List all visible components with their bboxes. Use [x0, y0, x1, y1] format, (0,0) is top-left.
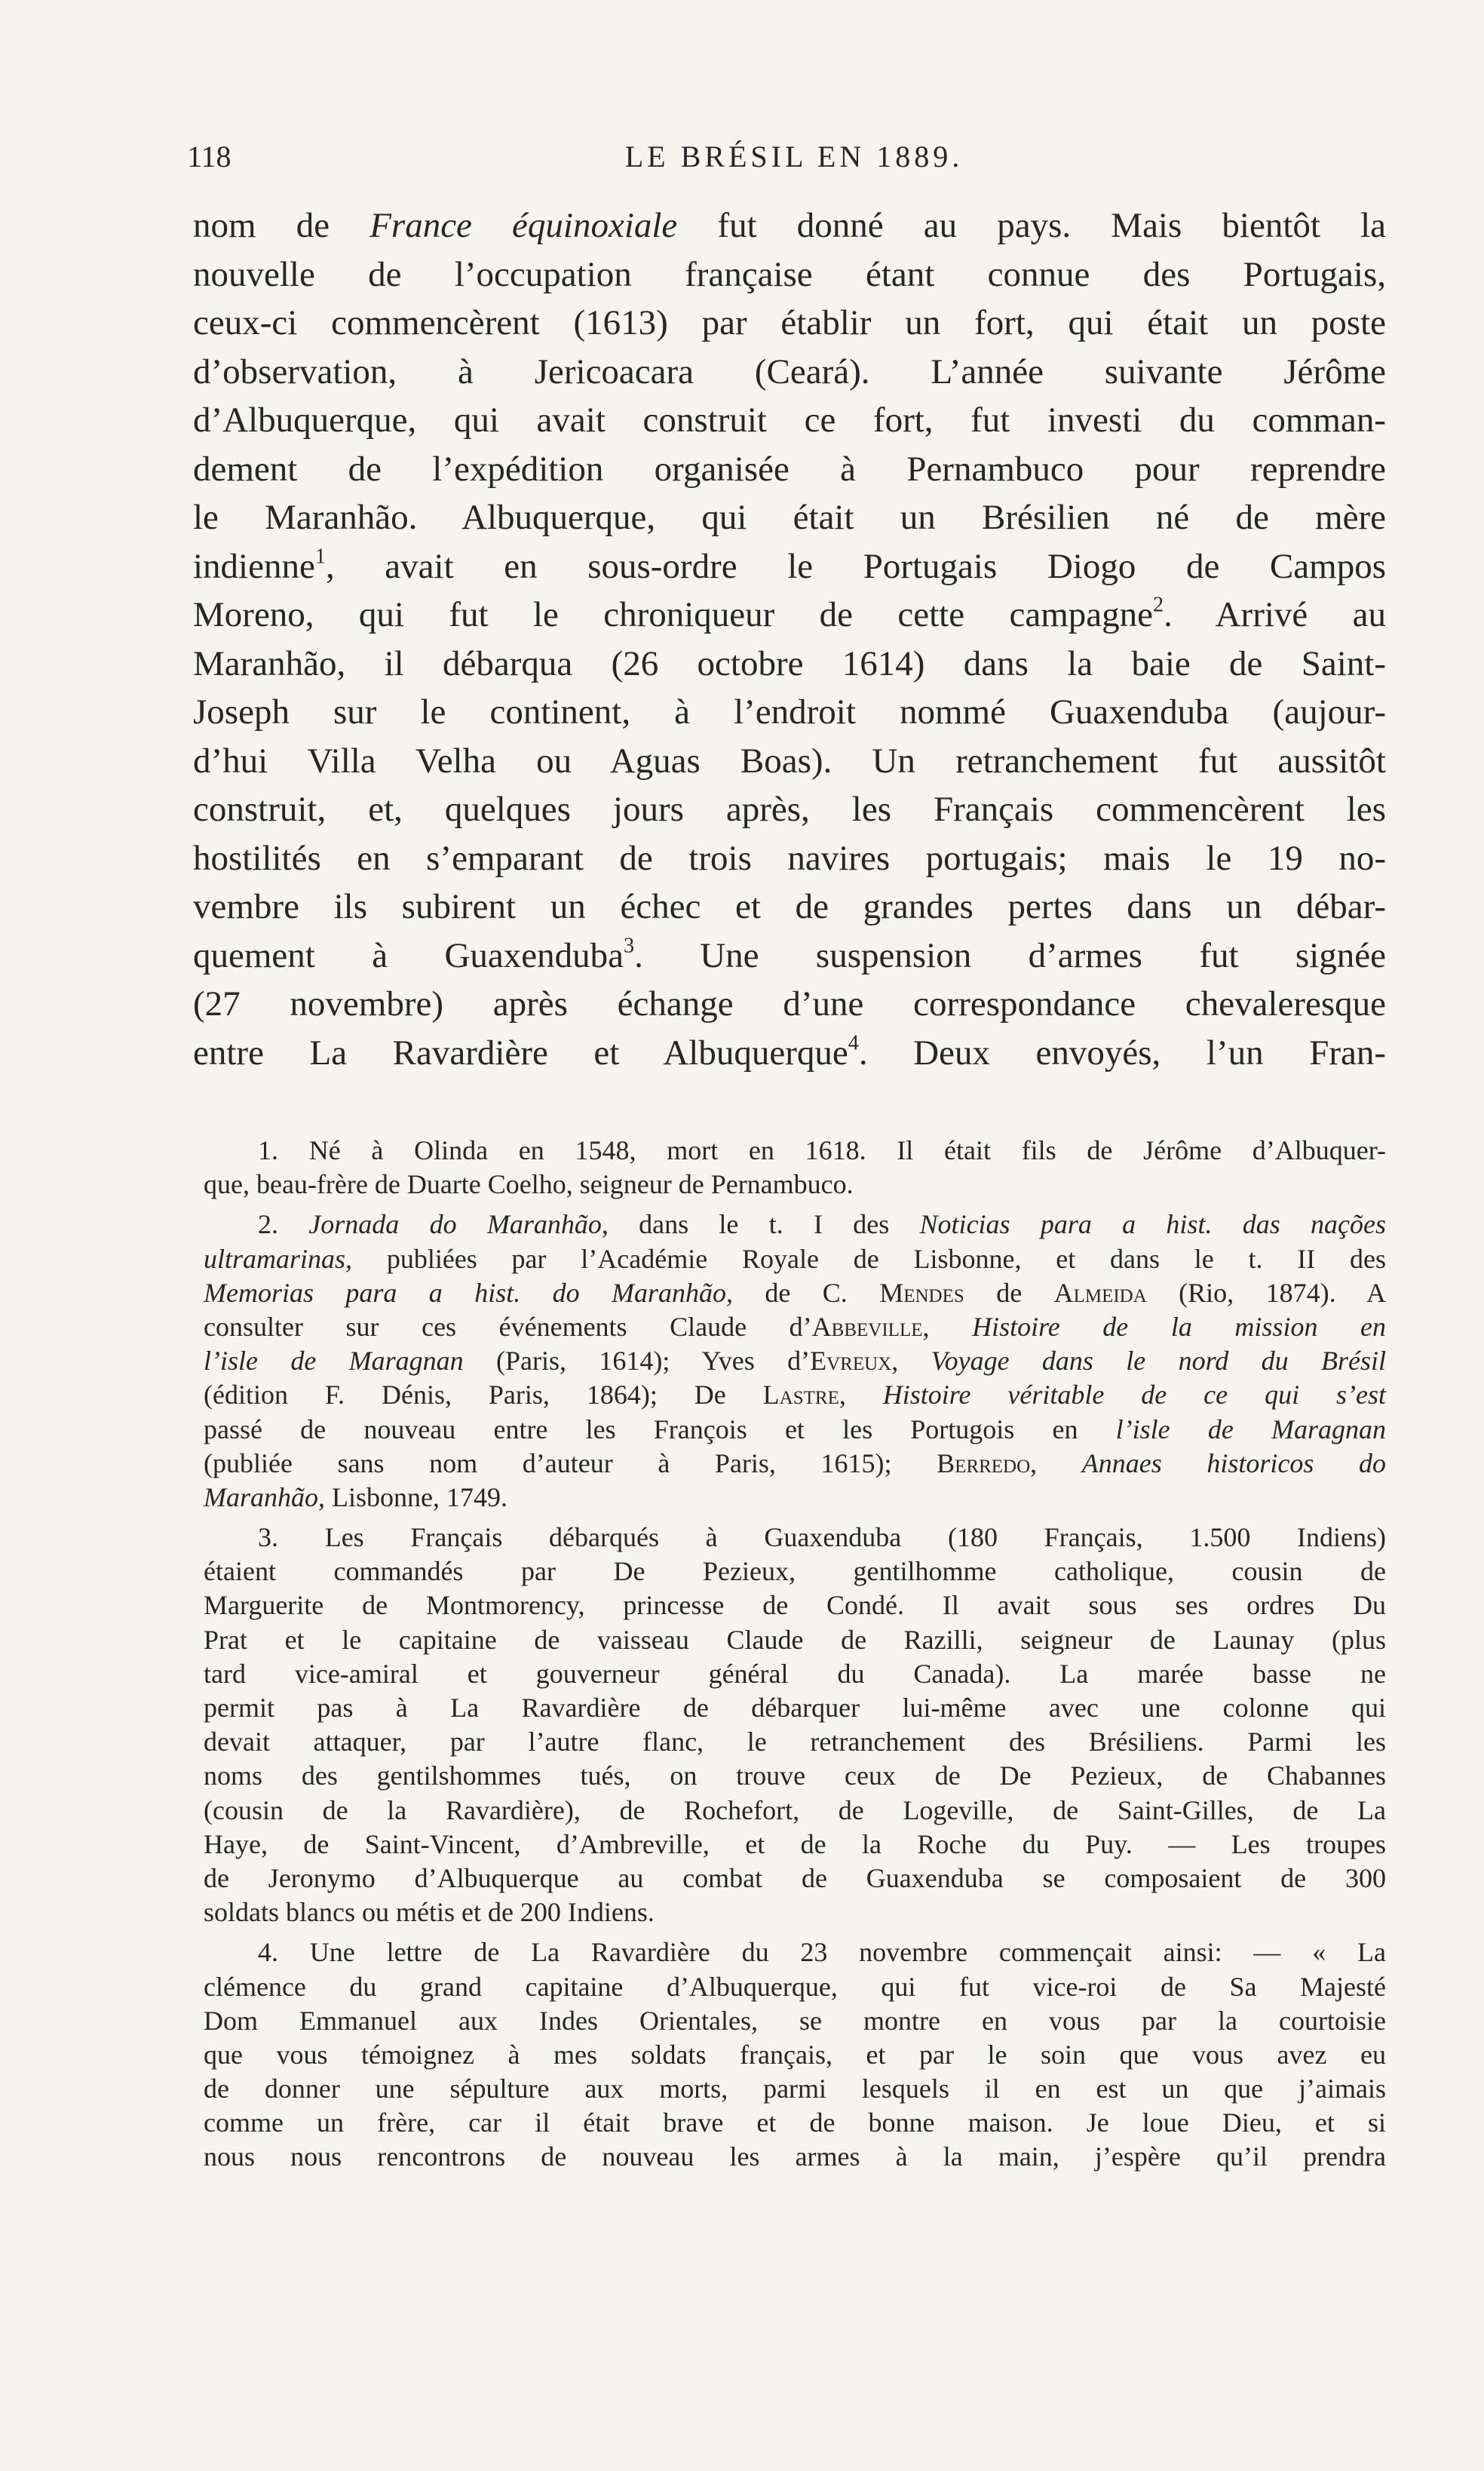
- footnote-line: Maranhão, Lisbonne, 1749.: [204, 1481, 507, 1512]
- footnote-line: 2. Jornada do Maranhão, dans le t. I des Noticias para a hist. das nações: [258, 1209, 1386, 1240]
- text-line: Joseph sur le continent, à l’endroit nommé Guaxenduba (aujour-: [193, 692, 1386, 732]
- footnote-line: soldats blancs ou métis et de 200 Indiens.: [204, 1897, 655, 1928]
- text-line: dement de l’expédition organisée à Pernambuco pour reprendre: [193, 449, 1386, 489]
- text-line: Moreno, qui fut le chroniqueur de cette campagne$^2$. Arrivé au: [193, 593, 1386, 634]
- text-line: nouvelle de l’occupation française étant connue des Portugais,: [193, 254, 1386, 294]
- footnote-line: tard vice-amiral et gouverneur général du Canada). La marée basse ne: [204, 1658, 1386, 1689]
- text-line: vembre ils subirent un échec et de grandes pertes dans un débar-: [193, 887, 1386, 926]
- footnote-line: nous nous rencontrons de nouveau les armes à la main, j’espère qu’il prendra: [204, 2141, 1386, 2172]
- page-number: 118: [187, 140, 231, 173]
- footnote-line: 1. Né à Olinda en 1548, mort en 1618. Il était fils de Jérôme d’Albuquer-: [258, 1135, 1386, 1165]
- footnote-line: étaient commandés par De Pezieux, gentilhomme catholique, cousin de: [204, 1556, 1386, 1587]
- main-text: [193, 201, 1386, 1077]
- footnote-line: permit pas à La Ravardière de débarquer lui-même avec une colonne qui: [204, 1693, 1386, 1723]
- footnote-2: [204, 1208, 1386, 1515]
- footnote-line: Dom Emmanuel aux Indes Orientales, se montre en vous par la courtoisie: [204, 2005, 1386, 2036]
- footnote-line: consulter sur ces événements Claude d’Abbeville, Histoire de la mission en: [204, 1311, 1386, 1342]
- footnote-line: ultramarinas, publiées par l’Académie Royale de Lisbonne, et dans le t. II des: [204, 1243, 1386, 1274]
- text-line: (27 novembre) après échange d’une correspondance chevaleresque: [193, 984, 1386, 1024]
- footnote-line: comme un frère, car il était brave et de bonne maison. Je loue Dieu, et si: [204, 2107, 1386, 2138]
- footnote-gap: [204, 1929, 1386, 1935]
- footnote-line: Prat et le capitaine de vaisseau Claude de Razilli, seigneur de Launay (plus: [204, 1624, 1386, 1655]
- footnote-3: [204, 1521, 1386, 1929]
- footnote-line: Marguerite de Montmorency, princesse de Condé. Il avait sous ses ordres Du: [204, 1590, 1386, 1621]
- footnote-line: (édition F. Dénis, Paris, 1864); De Lastre, Histoire véritable de ce qui s’est: [204, 1380, 1386, 1410]
- text-line: Maranhão, il débarqua (26 octobre 1614) dans la baie de Saint-: [193, 643, 1386, 683]
- text-line: indienne$^1$, avait en sous-ordre le Portugais Diogo de Campos: [193, 544, 1386, 586]
- footnote-line: de Jeronymo d’Albuquerque au combat de Guaxenduba se composaient de 300: [204, 1862, 1386, 1893]
- text-line: d’observation, à Jericoacara (Ceará). L’année suivante Jérôme: [193, 351, 1386, 391]
- footnote-line: 4. Une lettre de La Ravardière du 23 novembre commençait ainsi: — « La: [258, 1937, 1386, 1968]
- footnote-line: 3. Les Français débarqués à Guaxenduba (180 Français, 1.500 Indiens): [258, 1522, 1386, 1553]
- footnote-marker: 1: [314, 544, 326, 568]
- footnote-line: devait attaquer, par l’autre flanc, le retranchement des Brésiliens. Parmi les: [204, 1727, 1386, 1757]
- running-head: LE BRÉSIL EN 1889.: [624, 140, 964, 173]
- footnote-gap: [204, 1515, 1386, 1521]
- footnote-marker: 4: [848, 1030, 859, 1054]
- footnote-gap: [204, 1202, 1386, 1208]
- footnote-line: Memorias para a hist. do Maranhão, de C. Mendes de Almeida (Rio, 1874). A: [204, 1277, 1386, 1308]
- text-line: nom de France équinoxiale fut donné au pays. Mais bientôt la: [193, 206, 1386, 245]
- text-line: d’Albuquerque, qui avait construit ce fort, fut investi du comman-: [193, 401, 1386, 440]
- text-line: entre La Ravardière et Albuquerque$^4$. Deux envoyés, l’un Fran-: [193, 1030, 1386, 1073]
- text-line: hostilités en s’emparant de trois navires portugais; mais le 19 no-: [193, 838, 1386, 878]
- footnote-line: Haye, de Saint-Vincent, d’Ambreville, et de la Roche du Puy. — Les troupes: [204, 1828, 1386, 1859]
- footnote-line: que vous témoignez à mes soldats français, et par le soin que vous avez eu: [204, 2039, 1386, 2070]
- footnote-line: clémence du grand capitaine d’Albuquerque, qui fut vice-roi de Sa Majesté: [204, 1971, 1386, 2002]
- text-line: le Maranhão. Albuquerque, qui était un Brésilien né de mère: [193, 498, 1386, 537]
- footnote-line: l’isle de Maragnan (Paris, 1614); Yves d’Evreux, Voyage dans le nord du Brésil: [204, 1346, 1387, 1377]
- text-line: ceux-ci commencèrent (1613) par établir un fort, qui était un poste: [193, 303, 1386, 342]
- footnote-4: [204, 1935, 1386, 2174]
- text-line: d’hui Villa Velha ou Aguas Boas). Un retranchement fut aussitôt: [193, 741, 1386, 781]
- footnote-line: noms des gentilshommes tués, on trouve ceux de De Pezieux, de Chabannes: [204, 1760, 1386, 1791]
- footnotes: [204, 1134, 1386, 2175]
- footnote-line: que, beau-frère de Duarte Coelho, seigneur de Pernambuco.: [204, 1169, 854, 1200]
- footnote-line: (publiée sans nom d’auteur à Paris, 1615); Berredo, Annaes historicos do: [204, 1447, 1387, 1478]
- footnote-marker: 2: [1152, 593, 1164, 617]
- footnote-1: [204, 1134, 1386, 1202]
- page-header: [187, 134, 1386, 180]
- footnote-line: de donner une sépulture aux morts, parmi lesquels il en est un que j’aimais: [204, 2073, 1386, 2104]
- text-line: construit, et, quelques jours après, les Français commencèrent les: [193, 790, 1386, 829]
- footnote-line: passé de nouveau entre les François et les Portugois en l’isle de Maragnan: [204, 1414, 1386, 1444]
- footnote-marker: 3: [624, 933, 635, 957]
- text-line: quement à Guaxenduba$^3$. Une suspension d’armes fut signée: [193, 933, 1386, 975]
- footnote-line: (cousin de la Ravardière), de Rochefort, de Logeville, de Saint-Gilles, de La: [204, 1794, 1386, 1825]
